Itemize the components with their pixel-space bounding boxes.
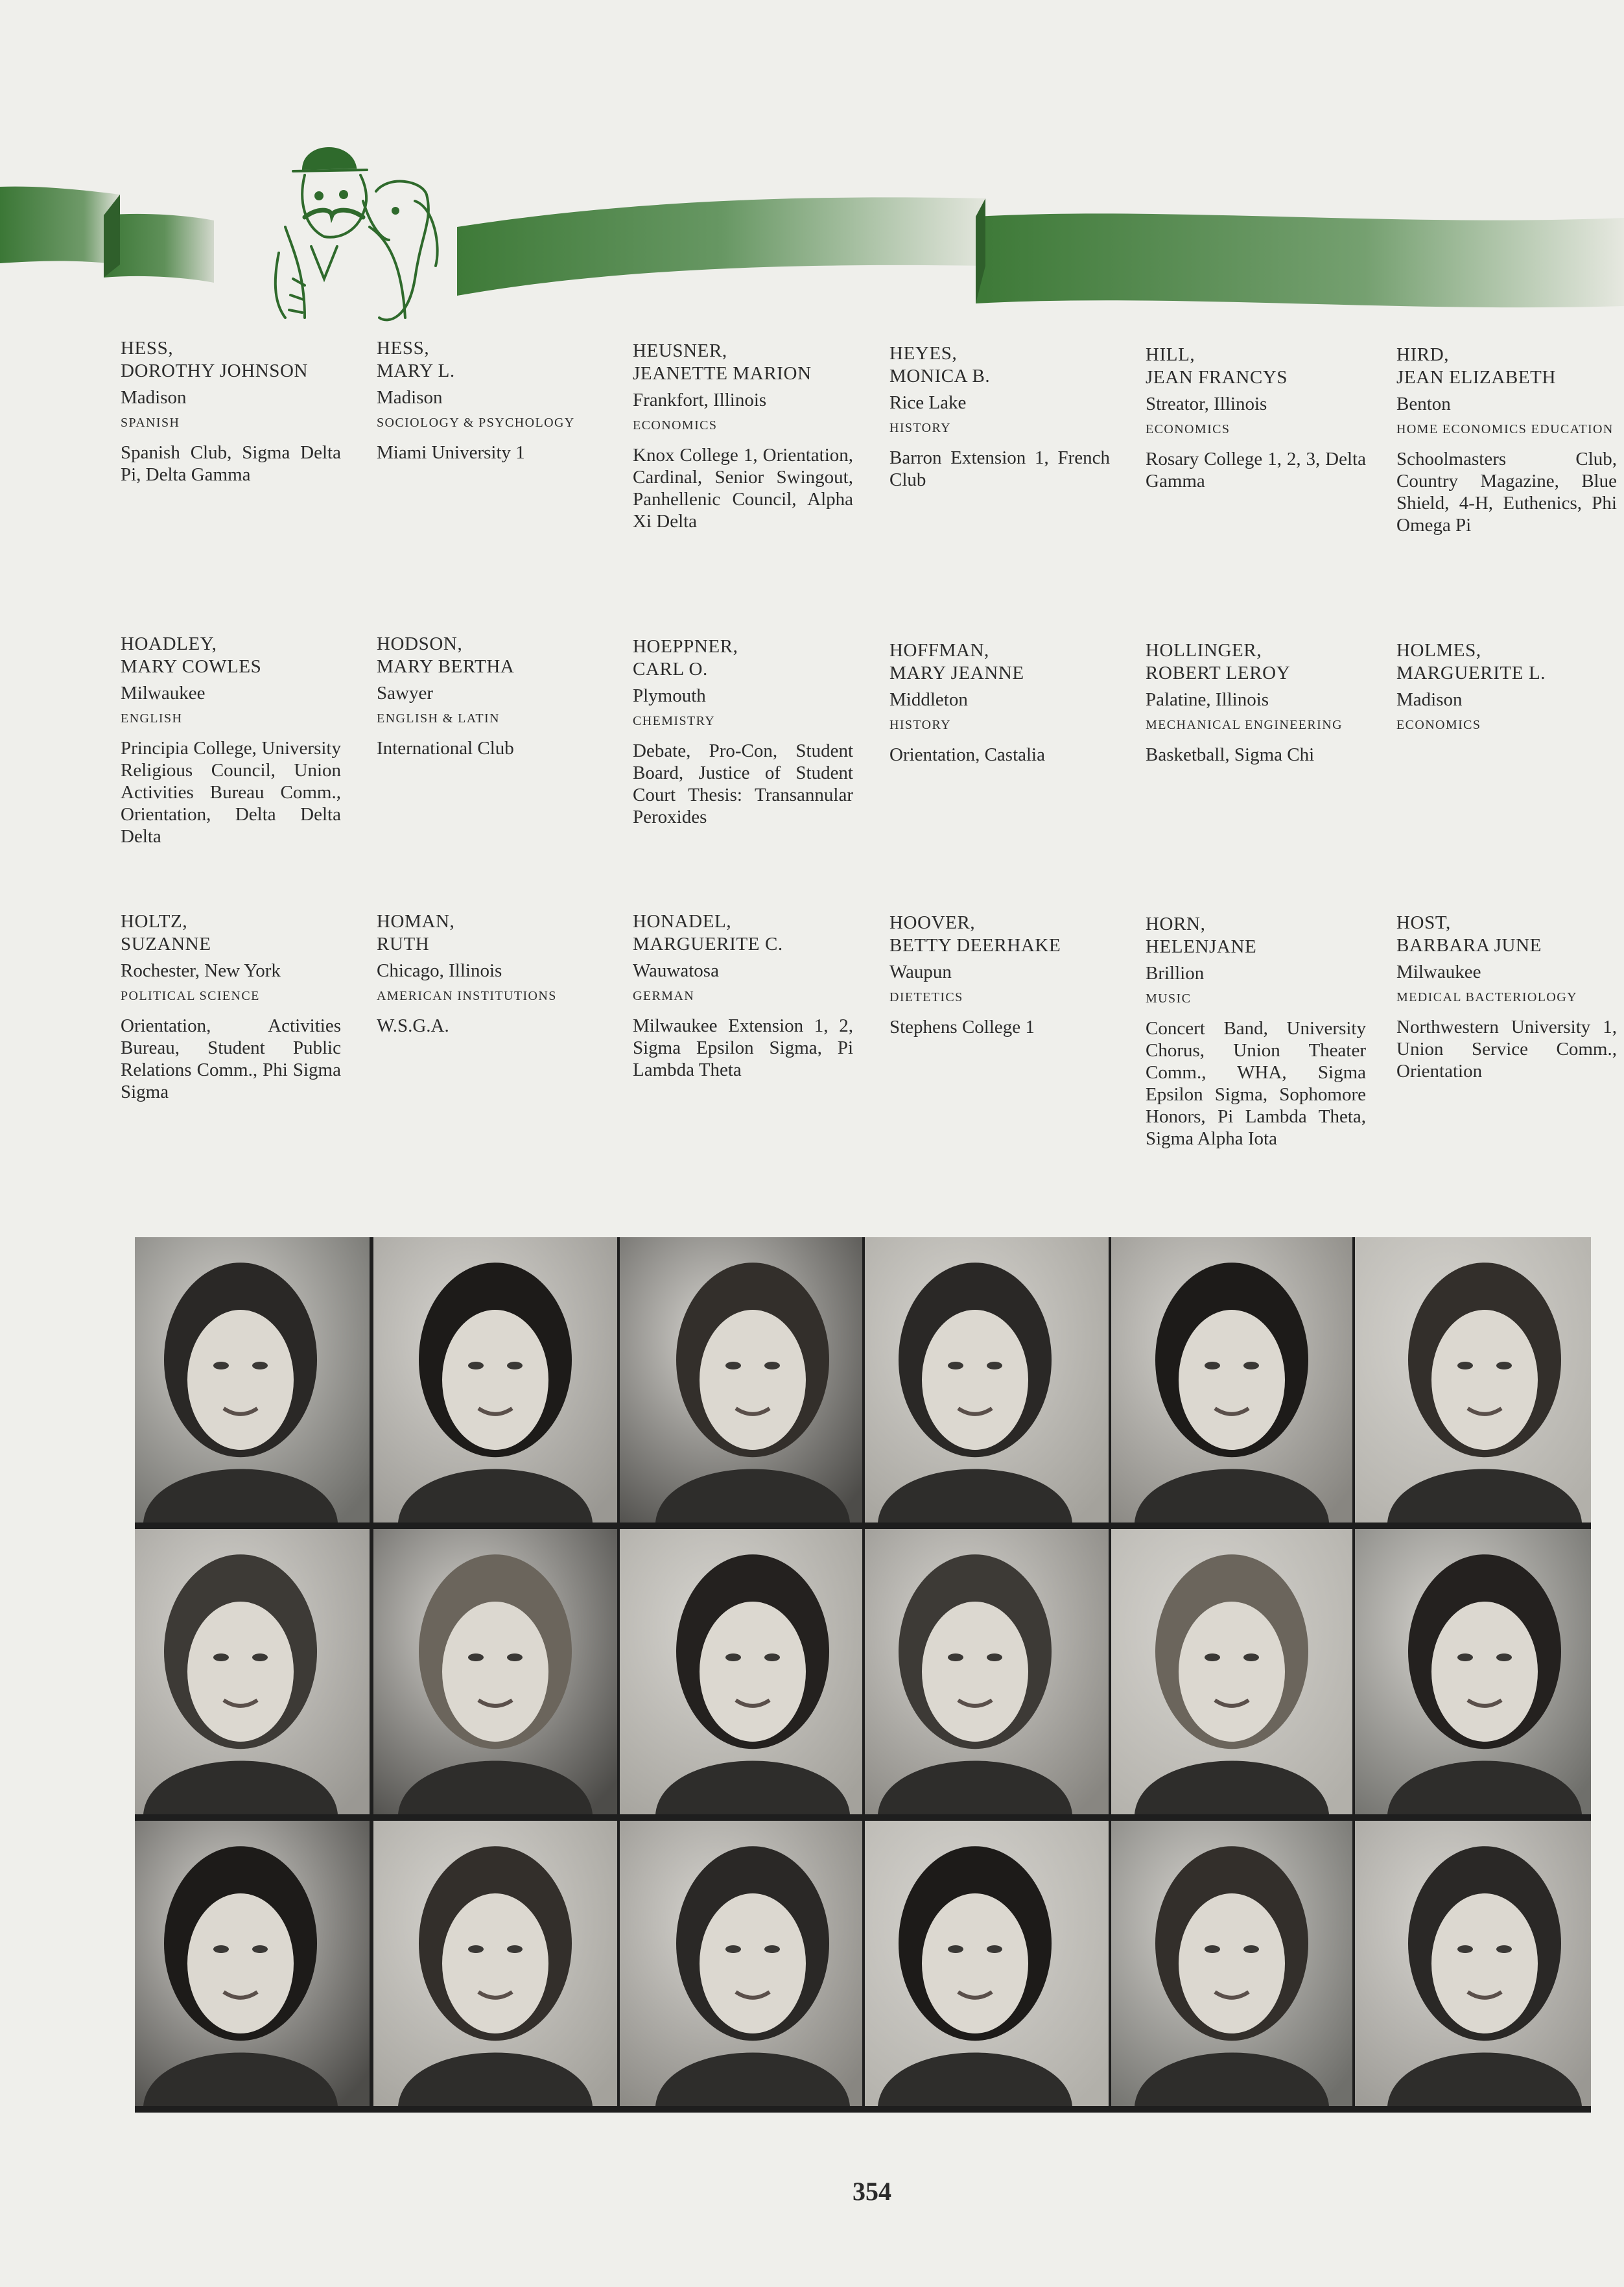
student-last-name: HONADEL, (633, 911, 732, 932)
student-hometown: Brillion (1146, 962, 1205, 984)
student-entry (1146, 639, 1366, 766)
student-portrait (865, 1529, 1109, 1814)
student-activities: Barron Extension 1, French Club (889, 447, 1110, 491)
student-last-name: HORN, (1146, 914, 1206, 934)
student-portrait (620, 1237, 862, 1523)
student-entry (1146, 344, 1366, 493)
student-portrait (1355, 1237, 1591, 1523)
student-hometown: Plymouth (633, 685, 706, 706)
student-portrait (620, 1529, 862, 1814)
student-last-name: HOLLINGER, (1146, 640, 1262, 661)
student-portrait (865, 1237, 1109, 1523)
student-activities: Rosary College 1, 2, 3, Delta Gamma (1146, 449, 1366, 492)
student-entry (377, 337, 597, 464)
student-hometown: Frankfort, Illinois (633, 389, 767, 410)
student-portrait (1355, 1821, 1591, 2106)
student-activities: Basketball, Sigma Chi (1146, 744, 1315, 766)
student-major: ECONOMICS (633, 418, 718, 433)
student-first-name: DOROTHY JOHNSON (121, 360, 309, 381)
student-first-name: ROBERT LEROY (1146, 662, 1291, 683)
student-major: SOCIOLOGY & PSYCHOLOGY (377, 416, 575, 431)
student-first-name: HELENJANE (1146, 936, 1257, 957)
student-entry (633, 340, 853, 533)
student-last-name: HIRD, (1396, 344, 1450, 365)
student-first-name: MARGUERITE C. (633, 933, 783, 954)
student-first-name: JEAN ELIZABETH (1396, 366, 1556, 388)
student-major: MECHANICAL ENGINEERING (1146, 718, 1343, 733)
student-hometown: Milwaukee (1396, 961, 1481, 982)
student-activities: Orientation, Castalia (889, 744, 1045, 766)
student-major: ECONOMICS (1396, 718, 1481, 733)
student-hometown: Madison (121, 386, 187, 408)
student-major: SPANISH (121, 416, 180, 431)
student-hometown: Middleton (889, 689, 968, 710)
student-activities: Milwaukee Extension 1, 2, Sigma Epsilon Sigma, Pi Lambda Theta (633, 1015, 853, 1081)
student-hometown: Streator, Illinois (1146, 393, 1267, 414)
student-portrait (1111, 1529, 1352, 1814)
student-activities: Orientation, Activities Bureau, Student Public Relations Comm., Phi Sigma Sigma (121, 1015, 341, 1103)
student-first-name: MARY L. (377, 360, 455, 381)
student-hometown: Sawyer (377, 682, 433, 704)
student-portrait (135, 1237, 370, 1523)
student-activities: Stephens College 1 (889, 1017, 1035, 1038)
student-hometown: Benton (1396, 393, 1451, 414)
student-entry (633, 635, 853, 829)
student-first-name: MARY JEANNE (889, 662, 1024, 683)
student-last-name: HESS, (377, 338, 430, 359)
student-activities: Knox College 1, Orientation, Cardinal, Senior Swingout, Panhellenic Council, Alpha Xi Delta (633, 445, 853, 532)
student-entry (889, 342, 1110, 492)
student-last-name: HEYES, (889, 343, 958, 364)
student-hometown: Palatine, Illinois (1146, 689, 1269, 710)
student-portrait (135, 1529, 370, 1814)
student-first-name: MONICA B. (889, 365, 991, 386)
student-entry (889, 912, 1110, 1039)
student-last-name: HOLTZ, (121, 911, 188, 932)
student-first-name: JEAN FRANCYS (1146, 366, 1288, 388)
student-entry (121, 337, 341, 486)
student-major: ENGLISH & LATIN (377, 711, 500, 726)
student-major: AMERICAN INSTITUTIONS (377, 989, 557, 1004)
student-last-name: HOADLEY, (121, 634, 217, 654)
student-activities: Northwestern University 1, Union Service Comm., Orientation (1396, 1017, 1617, 1082)
student-portrait (135, 1821, 370, 2106)
student-portrait (1111, 1237, 1352, 1523)
student-hometown: Rochester, New York (121, 960, 281, 981)
student-last-name: HOFFMAN, (889, 640, 989, 661)
student-first-name: RUTH (377, 933, 430, 954)
student-entry (377, 910, 597, 1037)
student-hometown: Waupun (889, 961, 952, 982)
student-entry (1396, 912, 1617, 1083)
student-last-name: HOEPPNER, (633, 636, 738, 657)
student-entry (121, 633, 341, 848)
student-last-name: HILL, (1146, 344, 1195, 365)
student-hometown: Milwaukee (121, 682, 206, 704)
student-portrait (865, 1821, 1109, 2106)
student-major: CHEMISTRY (633, 714, 716, 729)
student-hometown: Rice Lake (889, 392, 967, 413)
student-hometown: Chicago, Illinois (377, 960, 502, 981)
student-first-name: MARY COWLES (121, 656, 262, 677)
student-activities: Principia College, University Religious Council, Union Activities Bureau Comm., Orientation, Delta Delta Delta (121, 738, 341, 847)
student-entry (121, 910, 341, 1104)
student-entry (889, 639, 1110, 766)
student-major: POLITICAL SCIENCE (121, 989, 260, 1004)
page-number: 354 (853, 2177, 891, 2206)
student-last-name: HOST, (1396, 912, 1451, 933)
student-activities: International Club (377, 738, 514, 759)
student-entry (1396, 639, 1617, 744)
student-activities: Miami University 1 (377, 442, 525, 464)
student-entry (1396, 344, 1617, 537)
student-portrait (373, 1237, 617, 1523)
student-portrait (373, 1821, 617, 2106)
student-major: ENGLISH (121, 711, 183, 726)
student-major: MUSIC (1146, 991, 1192, 1006)
student-first-name: MARGUERITE L. (1396, 662, 1546, 683)
student-activities: Schoolmasters Club, Country Magazine, Blue Shield, 4-H, Euthenics, Phi Omega Pi (1396, 449, 1617, 536)
student-major: GERMAN (633, 989, 695, 1004)
student-major: HISTORY (889, 421, 952, 436)
student-last-name: HOMAN, (377, 911, 455, 932)
student-first-name: SUZANNE (121, 933, 211, 954)
student-last-name: HOLMES, (1396, 640, 1481, 661)
student-major: MEDICAL BACTERIOLOGY (1396, 990, 1577, 1005)
student-first-name: MARY BERTHA (377, 656, 515, 677)
student-major: DIETETICS (889, 990, 963, 1005)
student-entry (633, 910, 853, 1082)
student-major: ECONOMICS (1146, 422, 1230, 437)
student-activities: Debate, Pro-Con, Student Board, Justice of Student Court Thesis: Transannular Peroxides (633, 741, 853, 828)
student-major: HOME ECONOMICS EDUCATION (1396, 422, 1614, 437)
student-hometown: Madison (1396, 689, 1463, 710)
student-first-name: CARL O. (633, 658, 708, 680)
student-last-name: HESS, (121, 338, 174, 359)
student-first-name: BARBARA JUNE (1396, 934, 1542, 956)
student-last-name: HODSON, (377, 634, 463, 654)
student-major: HISTORY (889, 718, 952, 733)
student-activities: Spanish Club, Sigma Delta Pi, Delta Gamma (121, 442, 341, 486)
student-first-name: BETTY DEERHAKE (889, 934, 1061, 956)
student-portrait (1111, 1821, 1352, 2106)
student-first-name: JEANETTE MARION (633, 362, 812, 384)
student-hometown: Madison (377, 386, 443, 408)
student-portrait (1355, 1529, 1591, 1814)
student-hometown: Wauwatosa (633, 960, 719, 981)
student-entry (377, 633, 597, 760)
student-activities: W.S.G.A. (377, 1015, 449, 1037)
student-last-name: HEUSNER, (633, 340, 727, 361)
portrait-photo-grid (135, 1237, 1591, 2113)
student-portrait (373, 1529, 617, 1814)
student-portrait (620, 1821, 862, 2106)
student-last-name: HOOVER, (889, 912, 976, 933)
student-entry (1146, 913, 1366, 1150)
student-activities: Concert Band, University Chorus, Union Theater Comm., WHA, Sigma Epsilon Sigma, Sophomore Honors, Pi Lambda Theta, Sigma Alpha Iota (1146, 1018, 1366, 1149)
